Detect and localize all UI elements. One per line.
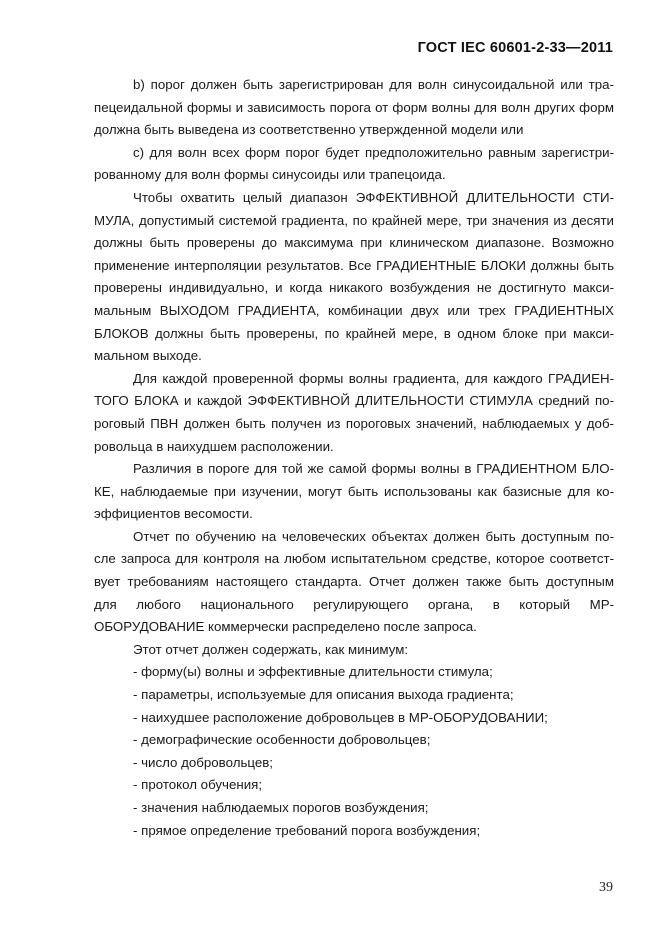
paragraph-b	[94, 74, 614, 142]
list-item: - число добровольцев;	[133, 754, 274, 770]
list-item: - значения наблюдаемых порогов возбуждения;	[133, 800, 429, 815]
text-line: должна быть выведена из соответственно утвержденной модели или	[94, 122, 524, 138]
paragraph-stimulus-range	[94, 187, 614, 368]
list-item: - протокол обучения;	[133, 777, 263, 793]
list-item: - демографические особенности добровольцев;	[133, 732, 431, 748]
text-line: КЕ, наблюдаемые при изучении, могут быть использованы как базисные для ко-	[94, 483, 614, 499]
document-header: ГОСТ IEC 60601-2-33—2011	[417, 40, 613, 56]
text-line: сле запроса для контроля на любом испытательном средстве, которое соответст-	[94, 551, 614, 567]
paragraph-waveform	[94, 368, 614, 458]
text-line: мальным ВЫХОДОМ ГРАДИЕНТА, комбинации двух или трех ГРАДИЕНТНЫХ	[94, 302, 614, 318]
text-line: БЛОКОВ должны быть проверены, по крайней мере, в одном блоке при макси-	[94, 325, 614, 341]
text-line: вует требованиям настоящего стандарта. Отчет должен также быть доступным	[94, 574, 614, 590]
paragraph-report	[94, 526, 614, 639]
text-line: применение интерполяции результатов. Все ГРАДИЕНТНЫЕ БЛОКИ должны быть	[94, 257, 614, 273]
text-line: Чтобы охватить целый диапазон ЭФФЕКТИВНОЙ ДЛИТЕЛЬНОСТИ СТИ-	[133, 189, 614, 205]
report-contents-list	[94, 639, 614, 842]
page-number: 39	[599, 880, 613, 895]
text-line: ОБОРУДОВАНИЕ коммерчески распределено после запроса.	[94, 619, 477, 635]
text-line: должны быть проверены до максимума при клиническом диапазоне. Возможно	[94, 235, 614, 251]
text-line: ТОГО БЛОКА и каждой ЭФФЕКТИВНОЙ ДЛИТЕЛЬНОСТИ СТИМУЛА средний по-	[94, 393, 614, 409]
text-line: МУЛА, допустимый системой градиента, по крайней мере, три значения из десяти	[94, 212, 614, 228]
text-line: для любого национального регулирующего органа, в который МР-	[94, 596, 614, 612]
text-line: ровольца в наихудшем расположении.	[94, 438, 334, 454]
list-item: - форму(ы) волны и эффективные длительности стимула;	[133, 664, 493, 680]
list-intro: Этот отчет должен содержать, как минимум:	[133, 641, 409, 657]
paragraph-c	[94, 142, 614, 187]
text-line: b) порог должен быть зарегистрирован для волн синусоидальной или тра-	[133, 77, 614, 92]
text-line: роговый ПВН должен быть получен из пороговых значений, наблюдаемых у доб-	[94, 415, 614, 431]
text-line: c) для волн всех форм порог будет предположительно равным зарегистри-	[133, 144, 614, 160]
text-line: рованному для волн формы синусоиды или трапецоида.	[94, 167, 446, 183]
text-line: мальном выходе.	[94, 348, 202, 364]
text-line: проверены индивидуально, и когда никакого возбуждения не достигнуто макси-	[94, 280, 614, 296]
paragraph-threshold-differences	[94, 458, 614, 526]
document-body	[94, 74, 614, 842]
text-line: эффициентов весомости.	[94, 506, 253, 522]
list-item: - наихудшее расположение добровольцев в МР-ОБОРУДОВАНИИ;	[133, 709, 548, 725]
list-item: - прямое определение требований порога возбуждения;	[133, 822, 481, 838]
text-line: Для каждой проверенной формы волны градиента, для каждого ГРАДИЕН-	[133, 370, 614, 386]
text-line: Отчет по обучению на человеческих объектах должен быть доступным по-	[133, 528, 614, 544]
text-line: Различия в пороге для той же самой формы волны в ГРАДИЕНТНОМ БЛО-	[133, 461, 614, 477]
text-line: пецеидальной формы и зависимость порога от форм волны для волн других форм	[94, 99, 614, 115]
list-item: - параметры, используемые для описания выхода градиента;	[133, 687, 514, 703]
